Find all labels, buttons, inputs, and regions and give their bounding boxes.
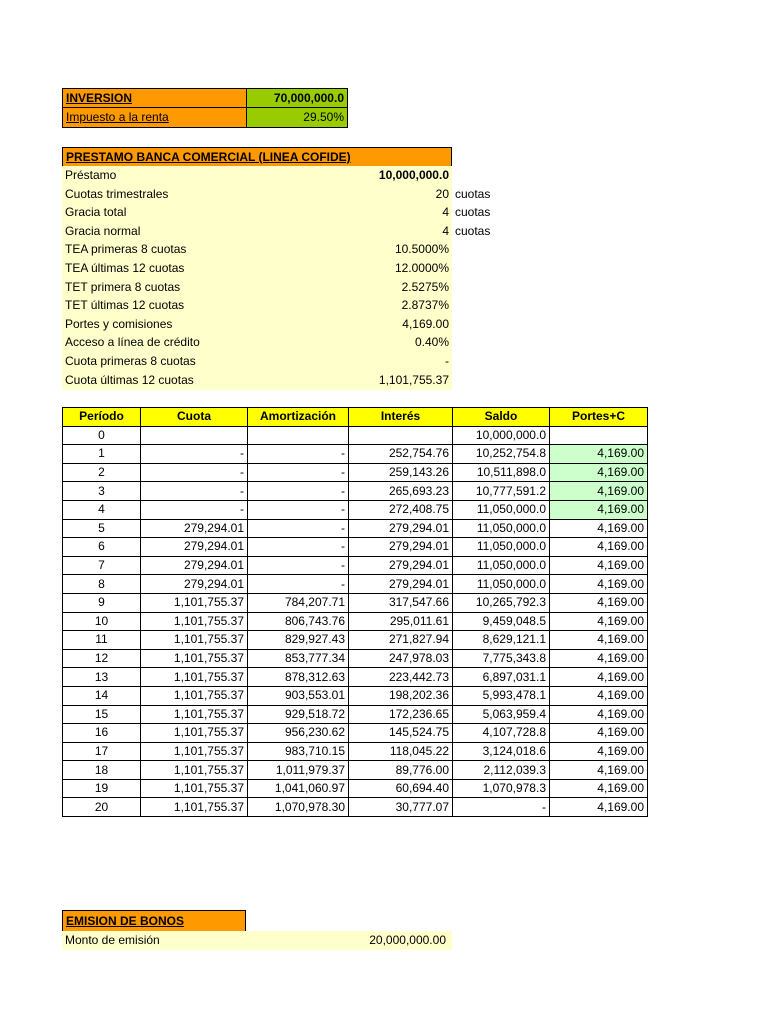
loan-param-value: 20: [435, 186, 449, 201]
cell-periodo: 6: [63, 538, 141, 557]
cell-amortizacion: 1,041,060.97: [248, 779, 349, 798]
header-cuota: Cuota: [141, 408, 248, 427]
cell-periodo: 18: [63, 761, 141, 780]
loan-param-row: [62, 259, 452, 278]
loan-param-label: Cuotas trimestrales: [65, 186, 169, 201]
cell-periodo: 11: [63, 631, 141, 650]
bond-amount-value: 20,000,000.00: [369, 933, 446, 947]
cell-portes: 4,169.00: [550, 556, 648, 575]
cell-amortizacion: 853,777.34: [248, 649, 349, 668]
cell-periodo: 16: [63, 724, 141, 743]
cell-cuota: 1,101,755.37: [141, 724, 248, 743]
investment-value: 70,000,000.0: [247, 89, 347, 108]
cell-cuota: -: [141, 500, 248, 519]
cell-periodo: 17: [63, 742, 141, 761]
cell-portes: 4,169.00: [550, 463, 648, 482]
cell-amortizacion: 784,207.71: [248, 593, 349, 612]
cell-portes: 4,169.00: [550, 761, 648, 780]
loan-param-value: 4,169.00: [402, 316, 449, 331]
table-row: [63, 631, 648, 650]
cell-cuota: -: [141, 463, 248, 482]
loan-param-label: Portes y comisiones: [65, 316, 173, 331]
cell-amortizacion: 1,011,979.37: [248, 761, 349, 780]
cell-interes: 172,236.65: [349, 705, 453, 724]
loan-param-value: 2.8737%: [401, 298, 449, 313]
cell-periodo: 7: [63, 556, 141, 575]
cell-amortizacion: -: [248, 463, 349, 482]
loan-param-value: 10.5000%: [394, 242, 449, 257]
header-saldo: Saldo: [453, 408, 550, 427]
loan-param-value: 4: [442, 223, 449, 238]
table-row: [63, 798, 648, 817]
cell-cuota: 279,294.01: [141, 538, 248, 557]
loan-param-row: [62, 166, 452, 185]
cell-saldo: 11,050,000.0: [453, 519, 550, 538]
cell-cuota: 1,101,755.37: [141, 686, 248, 705]
cell-interes: 279,294.01: [349, 556, 453, 575]
bonds-title: EMISION DE BONOS: [66, 914, 185, 928]
cell-periodo: 0: [63, 426, 141, 445]
loan-parameters: [62, 166, 452, 390]
loan-title: PRESTAMO BANCA COMERCIAL (LINEA COFIDE): [66, 150, 351, 164]
cell-amortizacion: -: [248, 445, 349, 464]
cell-saldo: 9,459,048.5: [453, 612, 550, 631]
cell-portes: 4,169.00: [550, 575, 648, 594]
cell-amortizacion: 1,070,978.30: [248, 798, 349, 817]
cell-cuota: 279,294.01: [141, 575, 248, 594]
cell-saldo: 10,265,792.3: [453, 593, 550, 612]
cell-periodo: 9: [63, 593, 141, 612]
cell-periodo: 12: [63, 649, 141, 668]
cell-interes: 279,294.01: [349, 575, 453, 594]
cell-interes: 247,978.03: [349, 649, 453, 668]
cell-saldo: 3,124,018.6: [453, 742, 550, 761]
cell-cuota: 279,294.01: [141, 556, 248, 575]
cell-cuota: 1,101,755.37: [141, 631, 248, 650]
cell-periodo: 14: [63, 686, 141, 705]
cell-amortizacion: 983,710.15: [248, 742, 349, 761]
cell-portes: [550, 426, 648, 445]
cell-periodo: 3: [63, 482, 141, 501]
loan-param-row: [62, 371, 452, 390]
cell-portes: 4,169.00: [550, 593, 648, 612]
cell-interes: 30,777.07: [349, 798, 453, 817]
cell-cuota: -: [141, 482, 248, 501]
cell-amortizacion: -: [248, 575, 349, 594]
loan-param-row: [62, 278, 452, 297]
cell-portes: 4,169.00: [550, 445, 648, 464]
header-amortizacion: Amortización: [248, 408, 349, 427]
cell-amortizacion: 903,553.01: [248, 686, 349, 705]
cell-amortizacion: -: [248, 519, 349, 538]
loan-param-row: [62, 352, 452, 371]
table-header-row: [63, 408, 648, 427]
loan-param-value: -: [445, 354, 449, 368]
table-row: [63, 575, 648, 594]
cell-saldo: 4,107,728.8: [453, 724, 550, 743]
cell-cuota: 1,101,755.37: [141, 742, 248, 761]
cell-cuota: 1,101,755.37: [141, 761, 248, 780]
header-interes: Interés: [349, 408, 453, 427]
cell-interes: 252,754.76: [349, 445, 453, 464]
cell-periodo: 13: [63, 668, 141, 687]
cell-interes: 271,827.94: [349, 631, 453, 650]
cell-saldo: 2,112,039.3: [453, 761, 550, 780]
table-row: [63, 463, 648, 482]
cell-portes: 4,169.00: [550, 668, 648, 687]
cell-amortizacion: 829,927.43: [248, 631, 349, 650]
loan-param-label: TET primera 8 cuotas: [65, 279, 181, 294]
cell-cuota: 1,101,755.37: [141, 649, 248, 668]
cell-interes: 198,202.36: [349, 686, 453, 705]
loan-param-label: Gracia normal: [65, 223, 141, 238]
cell-saldo: 6,897,031.1: [453, 668, 550, 687]
loan-title-box: [62, 147, 452, 167]
cell-saldo: 8,629,121.1: [453, 631, 550, 650]
cell-saldo: 10,777,591.2: [453, 482, 550, 501]
cell-saldo: 11,050,000.0: [453, 500, 550, 519]
cell-cuota: -: [141, 445, 248, 464]
cell-periodo: 8: [63, 575, 141, 594]
loan-param-value: 10,000,000.0: [378, 168, 449, 182]
table-row: [63, 538, 648, 557]
cell-interes: 265,693.23: [349, 482, 453, 501]
loan-param-label: TEA últimas 12 cuotas: [65, 261, 185, 275]
cell-portes: 4,169.00: [550, 631, 648, 650]
cell-periodo: 2: [63, 463, 141, 482]
cell-cuota: [141, 426, 248, 445]
cell-periodo: 5: [63, 519, 141, 538]
loan-param-label: TEA primeras 8 cuotas: [65, 242, 187, 257]
cell-saldo: 1,070,978.3: [453, 779, 550, 798]
cell-portes: 4,169.00: [550, 519, 648, 538]
tax-label: Impuesto a la renta: [63, 108, 247, 127]
cell-interes: [349, 426, 453, 445]
cell-portes: 4,169.00: [550, 538, 648, 557]
cell-portes: 4,169.00: [550, 724, 648, 743]
cell-cuota: 1,101,755.37: [141, 612, 248, 631]
cell-cuota: 279,294.01: [141, 519, 248, 538]
cell-portes: 4,169.00: [550, 686, 648, 705]
cell-portes: 4,169.00: [550, 482, 648, 501]
table-row: [63, 593, 648, 612]
cell-portes: 4,169.00: [550, 500, 648, 519]
loan-param-row: [62, 296, 452, 315]
loan-param-row: [62, 222, 452, 241]
cell-interes: 279,294.01: [349, 519, 453, 538]
cell-interes: 317,547.66: [349, 593, 453, 612]
cell-amortizacion: -: [248, 556, 349, 575]
bond-amount-row: [62, 931, 452, 950]
cell-saldo: 10,000,000.0: [453, 426, 550, 445]
table-row: [63, 649, 648, 668]
cell-periodo: 4: [63, 500, 141, 519]
tax-value: 29.50%: [247, 108, 347, 127]
loan-param-row: [62, 333, 452, 352]
loan-param-unit: cuotas: [455, 205, 491, 220]
table-row: [63, 761, 648, 780]
table-row: [63, 482, 648, 501]
table-row: [63, 612, 648, 631]
cell-periodo: 20: [63, 798, 141, 817]
table-row: [63, 556, 648, 575]
loan-param-row: [62, 203, 452, 222]
cell-interes: 118,045.22: [349, 742, 453, 761]
cell-saldo: 5,063,959.4: [453, 705, 550, 724]
cell-amortizacion: 929,518.72: [248, 705, 349, 724]
cell-saldo: 10,252,754.8: [453, 445, 550, 464]
cell-saldo: 5,993,478.1: [453, 686, 550, 705]
cell-portes: 4,169.00: [550, 798, 648, 817]
cell-interes: 89,776.00: [349, 761, 453, 780]
cell-periodo: 1: [63, 445, 141, 464]
cell-cuota: 1,101,755.37: [141, 593, 248, 612]
cell-cuota: 1,101,755.37: [141, 668, 248, 687]
loan-param-value: 4: [442, 205, 449, 220]
cell-portes: 4,169.00: [550, 742, 648, 761]
bonds-title-box: [62, 910, 246, 932]
cell-interes: 272,408.75: [349, 500, 453, 519]
investment-label: INVERSION: [63, 89, 247, 108]
header-portes: Portes+C: [550, 408, 648, 427]
table-row: [63, 686, 648, 705]
cell-amortizacion: -: [248, 500, 349, 519]
cell-cuota: 1,101,755.37: [141, 779, 248, 798]
investment-box: [62, 88, 348, 128]
loan-param-value: 2.5275%: [401, 279, 449, 294]
table-row: [63, 742, 648, 761]
cell-amortizacion: -: [248, 538, 349, 557]
cell-amortizacion: 878,312.63: [248, 668, 349, 687]
cell-interes: 145,524.75: [349, 724, 453, 743]
cell-periodo: 10: [63, 612, 141, 631]
table-row: [63, 519, 648, 538]
loan-param-label: TET últimas 12 cuotas: [65, 298, 185, 313]
loan-param-value: 12.0000%: [394, 261, 449, 275]
cell-portes: 4,169.00: [550, 612, 648, 631]
cell-periodo: 19: [63, 779, 141, 798]
cell-saldo: -: [453, 798, 550, 817]
header-periodo: Período: [63, 408, 141, 427]
cell-interes: 60,694.40: [349, 779, 453, 798]
cell-saldo: 10,511,898.0: [453, 463, 550, 482]
cell-periodo: 15: [63, 705, 141, 724]
cell-interes: 223,442.73: [349, 668, 453, 687]
loan-param-label: Cuota últimas 12 cuotas: [65, 372, 194, 387]
loan-param-row: [62, 315, 452, 334]
cell-saldo: 11,050,000.0: [453, 575, 550, 594]
cell-interes: 259,143.26: [349, 463, 453, 482]
cell-saldo: 11,050,000.0: [453, 556, 550, 575]
cell-interes: 279,294.01: [349, 538, 453, 557]
loan-param-unit: cuotas: [455, 186, 491, 201]
loan-param-value: 1,101,755.37: [378, 372, 449, 387]
cell-amortizacion: 956,230.62: [248, 724, 349, 743]
loan-param-label: Cuota primeras 8 cuotas: [65, 354, 196, 368]
table-row: [63, 500, 648, 519]
loan-param-label: Préstamo: [65, 168, 117, 182]
cell-cuota: 1,101,755.37: [141, 798, 248, 817]
cell-interes: 295,011.61: [349, 612, 453, 631]
table-row: [63, 426, 648, 445]
loan-param-label: Gracia total: [65, 205, 127, 220]
bond-amount-label: Monto de emisión: [65, 933, 160, 947]
cell-saldo: 7,775,343.8: [453, 649, 550, 668]
cell-amortizacion: -: [248, 482, 349, 501]
table-row: [63, 779, 648, 798]
cell-amortizacion: 806,743.76: [248, 612, 349, 631]
loan-param-label: Acceso a línea de crédito: [65, 335, 200, 350]
loan-param-value: 0.40%: [414, 335, 449, 350]
amortization-table: [62, 407, 648, 817]
table-row: [63, 445, 648, 464]
table-row: [63, 705, 648, 724]
cell-portes: 4,169.00: [550, 705, 648, 724]
cell-portes: 4,169.00: [550, 779, 648, 798]
cell-amortizacion: [248, 426, 349, 445]
loan-param-unit: cuotas: [455, 223, 491, 238]
cell-portes: 4,169.00: [550, 649, 648, 668]
table-row: [63, 724, 648, 743]
cell-saldo: 11,050,000.0: [453, 538, 550, 557]
loan-param-row: [62, 240, 452, 259]
table-row: [63, 668, 648, 687]
loan-param-row: [62, 185, 452, 204]
cell-cuota: 1,101,755.37: [141, 705, 248, 724]
